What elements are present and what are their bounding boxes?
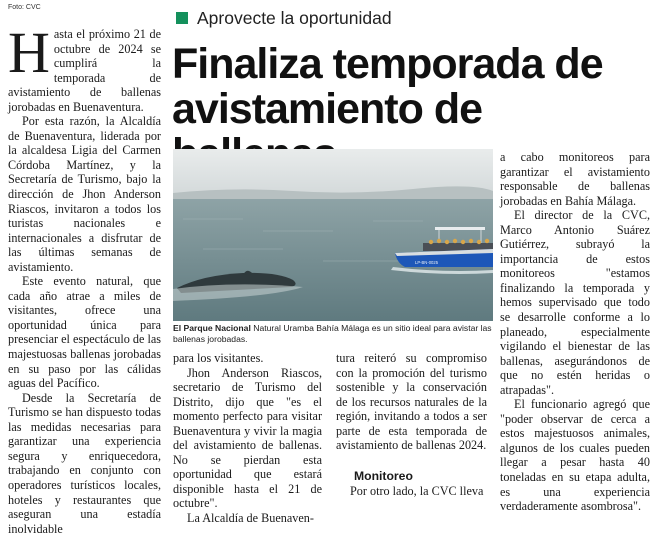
kicker-text: Aprovecte la oportunidad [197,7,392,28]
paragraph: El director de la CVC, Marco Antonio Suárez Gutiérrez, subrayó la importancia de estos monitoreos "estamos finalizando la temporada y hemos supervisado que todo se desarrolle conforme a lo planeado, especialmente vigilando el bienestar de las ballenas, asegurándonos de que no estén heridas o atrapadas". [500,208,650,397]
paragraph: Por esta razón, la Alcaldía de Buenaventura, liderada por la alcaldesa Ligia del Carmen Córdoba Martínez, y la Secretaría de Turismo, bajo la dirección de Jhon Anderson Riascos, invitaron a todos los turistas nacionales e internacionales a disfrutar de las últimas semanas de avistamiento. [8,114,161,274]
whale-photo [173,149,493,321]
headline: Finaliza temporada de avistamiento de [172,40,603,133]
article-column-2 [173,351,322,526]
green-square-icon [176,12,188,24]
paragraph: La Alcaldía de Buenaven- [187,511,314,526]
paragraph: Jhon Anderson Riascos, secretario de Turismo del Distrito, dijo que "es el momento perfecto para visitar Buenaventura y vivir la magia del avistamiento de ballenas. No se pierdan esta oportunidad que estará disponible hasta el 21 de octubre". [173,365,322,511]
article-column-3 [336,351,487,498]
photo-credit: Foto: CVC [8,4,41,11]
subheading: Monitoreo [354,468,413,483]
drop-cap: H [8,20,50,85]
paragraph: a cabo monitoreos para garantizar el avistamiento responsable de ballenas jorobadas en Bahía Málaga. [500,150,650,208]
caption-text: Natural Uramba Bahía Málaga es un sitio ideal para avistar las ballenas jorobadas. [173,323,492,344]
paragraph: para los visitantes. [173,351,264,365]
paragraph: El funcionario agregó que "poder observar de cerca a estos majestuosos animales, algunos de los cuales pueden llegar a pesar hasta 40 toneladas en su etapa adulta, es una experiencia verdaderamente asombrosa". [500,397,650,514]
paragraph: tura reiteró su compromiso con la promoción del turismo sostenible y la conservación de los recursos naturales de la región, invitando a todos a ser parte de esta temporada de avistamiento de ballenas 2024. [336,351,487,453]
section-kicker [176,8,392,28]
article-column-1 [8,20,161,536]
article-column-4 [500,150,650,514]
paragraph: Por otro lado, la CVC lleva [350,483,484,498]
paragraph: Este evento natural, que cada año atrae a miles de visitantes, ofrece una oportunidad única para presenciar el espectáculo de las majestuosas ballenas jorobadas en su paso por las cálidas aguas del Pacífico. [8,274,161,391]
caption-bold-lead: El Parque Nacional [173,323,251,333]
boat-registration: LP-BN-0025 [415,260,439,265]
photo-caption [173,323,493,345]
paragraph: asta el próximo 21 de octubre de 2024 se cumplirá la temporada de avistamiento de ballenas jorobadas en Buenaventura. [8,27,161,114]
paragraph: Desde la Secretaría de Turismo se han dispuesto todas las medidas necesarias para garantizar una experiencia segura y enriquecedora, trabajando en conjunto con operadores turísticos locales, hoteles y restaurantes que aseguran una estadía inolvidable [8,390,161,536]
